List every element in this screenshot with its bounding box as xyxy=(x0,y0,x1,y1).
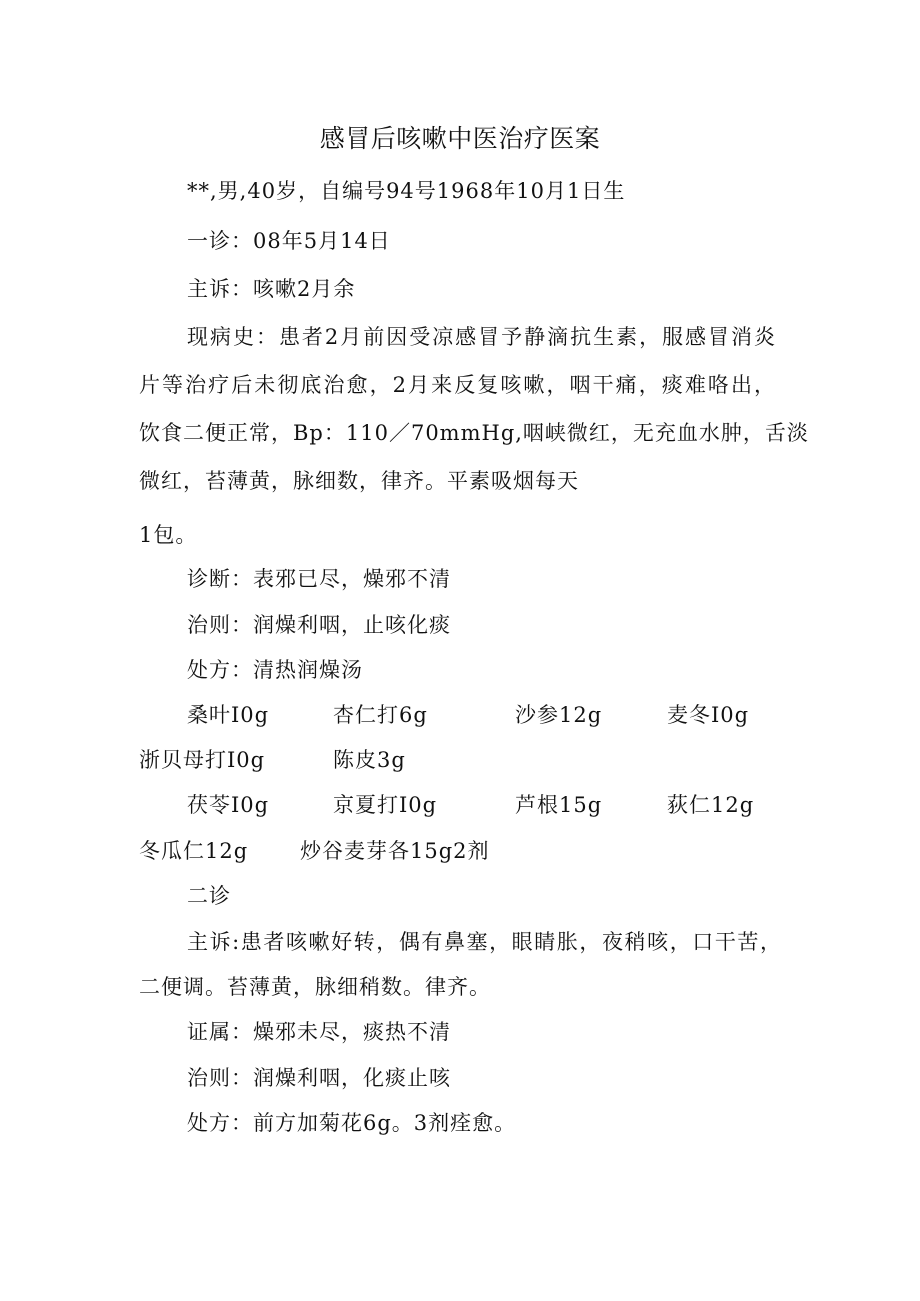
second-visit-prescription: 处方：前方加菊花6g。3剂痊愈。 xyxy=(187,1111,517,1135)
second-visit-complaint-1: 主诉:患者咳嗽好转，偶有鼻塞，眼睛胀，夜稍咳，口干苦， xyxy=(187,930,782,954)
second-visit-syndrome: 证属：燥邪未尽，痰热不清 xyxy=(187,1020,451,1044)
second-visit-heading: 二诊 xyxy=(187,884,231,908)
history-line-3: 饮食二便正常，Bp：110／70mmHg,咽峡微红，无充血水肿，舌淡 xyxy=(139,421,809,445)
herb-item: 桑叶I0g xyxy=(187,703,270,727)
first-visit-prescription: 处方：清热润燥汤 xyxy=(187,658,363,682)
herb-item: 麦冬I0g xyxy=(667,703,750,727)
herb-item: 沙参12g xyxy=(515,703,603,727)
herb-item: 荻仁12g xyxy=(667,793,755,817)
herb-item: 陈皮3g xyxy=(333,748,406,772)
herb-item: 芦根15g xyxy=(515,793,603,817)
patient-info: **,男,40岁，自编号94号1968年10月1日生 xyxy=(187,179,626,203)
history-line-1: 现病史：患者2月前因受凉感冒予静滴抗生素，服感冒消炎 xyxy=(187,325,776,349)
history-line-5: 1包。 xyxy=(139,523,198,547)
herb-item: 冬瓜仁12g xyxy=(139,839,249,863)
first-visit-date: 一诊：08年5月14日 xyxy=(187,229,391,253)
second-visit-principle: 治则：润燥利咽，化痰止咳 xyxy=(187,1066,451,1090)
herb-item: 浙贝母打I0g xyxy=(139,748,266,772)
herb-item: 炒谷麦芽各15g2剂 xyxy=(300,839,490,863)
second-visit-complaint-2: 二便调。苔薄黄，脉细稍数。律齐。 xyxy=(139,975,491,999)
history-line-2: 片等治疗后未彻底治愈，2月来反复咳嗽，咽干痛，痰难咯出， xyxy=(139,373,776,397)
first-visit-complaint: 主诉：咳嗽2月余 xyxy=(187,277,356,301)
document-title: 感冒后咳嗽中医治疗医案 xyxy=(319,124,601,153)
herb-item: 茯苓I0g xyxy=(187,793,270,817)
herb-item: 杏仁打6g xyxy=(333,703,428,727)
first-visit-diagnosis: 诊断：表邪已尽，燥邪不清 xyxy=(187,567,451,591)
herb-item: 京夏打I0g xyxy=(333,793,438,817)
first-visit-principle: 治则：润燥利咽，止咳化痰 xyxy=(187,613,451,637)
history-line-4: 微红，苔薄黄，脉细数，律齐。平素吸烟每天 xyxy=(139,469,579,493)
